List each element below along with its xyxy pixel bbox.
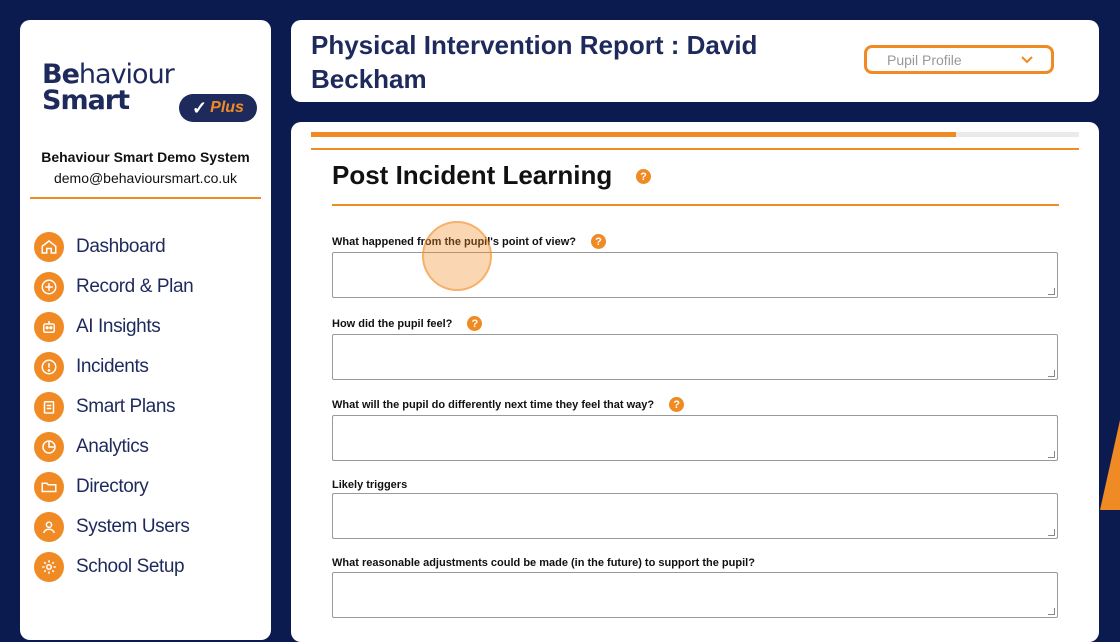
- pupil-profile-select[interactable]: [864, 45, 1054, 74]
- question-label: What will the pupil do differently next time they feel that way? ?: [332, 397, 684, 412]
- sidebar-item-label: Incidents: [76, 356, 149, 377]
- home-icon: [34, 232, 64, 262]
- plus-circle-icon: [34, 272, 64, 302]
- question-label: What reasonable adjustments could be made (in the future) to support the pupil?: [332, 557, 755, 569]
- progress-fill: [311, 132, 956, 137]
- resize-handle[interactable]: [1048, 608, 1055, 615]
- resize-handle[interactable]: [1048, 529, 1055, 536]
- divider: [311, 148, 1079, 150]
- page-header: [291, 20, 1099, 102]
- sidebar-item-label: Dashboard: [76, 236, 166, 257]
- question-label: Likely triggers: [332, 479, 408, 491]
- system-name: Behaviour Smart Demo System: [41, 149, 250, 165]
- pupil-feeling-textarea[interactable]: [332, 334, 1058, 380]
- resize-handle[interactable]: [1048, 288, 1055, 295]
- section-divider: [332, 204, 1059, 206]
- question-label: What happened from the pupil's point of view? ?: [332, 234, 606, 249]
- likely-triggers-textarea[interactable]: [332, 493, 1058, 539]
- resize-handle[interactable]: [1048, 451, 1055, 458]
- progress-bar: [311, 132, 1079, 137]
- chevron-down-icon: [1020, 55, 1034, 65]
- decorative-accent: [1100, 420, 1120, 510]
- help-icon[interactable]: ?: [591, 234, 606, 249]
- question-label: How did the pupil feel? ?: [332, 316, 482, 331]
- help-icon[interactable]: ?: [636, 169, 651, 184]
- sidebar-item-smart-plans[interactable]: [34, 387, 193, 427]
- sidebar-divider: [30, 197, 261, 199]
- sidebar-item-school-setup[interactable]: [34, 547, 193, 587]
- cursor-highlight: [422, 221, 492, 291]
- sidebar-item-label: System Users: [76, 516, 190, 537]
- sidebar-item-dashboard[interactable]: [34, 227, 193, 267]
- pie-chart-icon: [34, 432, 64, 462]
- resize-handle[interactable]: [1048, 370, 1055, 377]
- sidebar: [20, 20, 271, 640]
- section-title: Post Incident Learning: [332, 160, 613, 190]
- main-nav: [34, 227, 193, 587]
- plus-badge: ✓ Plus: [179, 94, 257, 122]
- sidebar-item-analytics[interactable]: [34, 427, 193, 467]
- page-title: Physical Intervention Report : David Beckham: [311, 30, 758, 94]
- sidebar-item-incidents[interactable]: [34, 347, 193, 387]
- form-panel: [291, 122, 1099, 642]
- clipboard-icon: [34, 392, 64, 422]
- sidebar-item-label: Record & Plan: [76, 276, 194, 297]
- check-icon: ✓: [192, 97, 208, 118]
- sidebar-item-label: Analytics: [76, 436, 149, 457]
- folder-icon: [34, 472, 64, 502]
- logo-wordmark: Behaviour Smart: [42, 59, 174, 116]
- reasonable-adjustments-textarea[interactable]: [332, 572, 1058, 618]
- sidebar-item-label: AI Insights: [76, 316, 161, 337]
- user-icon: [34, 512, 64, 542]
- sidebar-item-system-users[interactable]: [34, 507, 193, 547]
- brand-logo[interactable]: [42, 59, 262, 142]
- select-value: Pupil Profile: [887, 51, 962, 68]
- do-differently-textarea[interactable]: [332, 415, 1058, 461]
- help-icon[interactable]: ?: [467, 316, 482, 331]
- robot-icon: [34, 312, 64, 342]
- system-email: demo@behavioursmart.co.uk: [53, 170, 238, 186]
- help-icon[interactable]: ?: [669, 397, 684, 412]
- sidebar-item-record-plan[interactable]: [34, 267, 193, 307]
- sidebar-item-label: School Setup: [76, 556, 185, 577]
- alert-icon: [34, 352, 64, 382]
- sidebar-item-directory[interactable]: [34, 467, 193, 507]
- sidebar-item-label: Directory: [76, 476, 149, 497]
- sidebar-item-label: Smart Plans: [76, 396, 176, 417]
- sidebar-item-ai-insights[interactable]: [34, 307, 193, 347]
- gear-icon: [34, 552, 64, 582]
